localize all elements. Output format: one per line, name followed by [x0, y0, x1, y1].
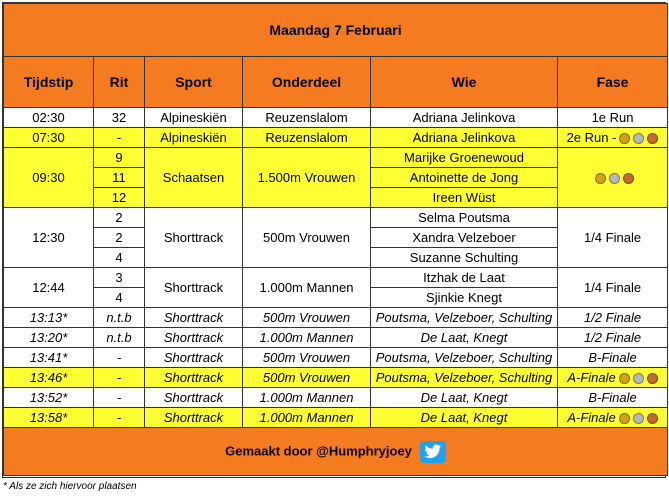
table-row — [4, 348, 668, 368]
table-row — [4, 128, 668, 148]
cell-sport: Shorttrack — [145, 328, 243, 348]
cell-fase: 1/2 Finale — [558, 308, 668, 328]
cell-sport: Shorttrack — [145, 268, 243, 308]
cell-onderdeel: 1.500m Vrouwen — [243, 148, 371, 208]
cell-fase: 1/2 Finale — [558, 328, 668, 348]
fase-label: A-Finale — [567, 370, 616, 385]
twitter-bird-icon[interactable] — [420, 441, 446, 463]
gold-medal-icon — [619, 133, 630, 144]
footer-credit: Gemaakt door @Humphryjoey — [225, 442, 412, 458]
table-row — [4, 308, 668, 328]
cell-tijd: 13:20* — [4, 328, 94, 348]
cell-sport: Shorttrack — [145, 308, 243, 328]
cell-fase: B-Finale — [558, 388, 668, 408]
cell-rit: 12 — [94, 188, 145, 208]
bronze-medal-icon — [647, 413, 658, 424]
silver-medal-icon — [609, 173, 620, 184]
cell-wie: Adriana Jelinkova — [371, 128, 558, 148]
cell-fase — [558, 128, 668, 148]
silver-medal-icon — [633, 133, 644, 144]
cell-onderdeel: 500m Vrouwen — [243, 348, 371, 368]
cell-wie: Itzhak de Laat — [371, 268, 558, 288]
cell-sport: Shorttrack — [145, 408, 243, 428]
cell-wie: Selma Poutsma — [371, 208, 558, 228]
cell-rit: 2 — [94, 228, 145, 248]
page-title: Maandag 7 Februari — [4, 4, 668, 57]
fase-label: A-Finale — [567, 410, 616, 425]
cell-tijd: 09:30 — [4, 148, 94, 208]
cell-tijd: 13:41* — [4, 348, 94, 368]
cell-wie: Suzanne Schulting — [371, 248, 558, 268]
cell-fase — [558, 368, 668, 388]
gold-medal-icon — [619, 373, 630, 384]
cell-rit: - — [94, 408, 145, 428]
cell-onderdeel: 500m Vrouwen — [243, 368, 371, 388]
cell-tijd: 02:30 — [4, 108, 94, 128]
cell-tijd: 07:30 — [4, 128, 94, 148]
table-row — [4, 388, 668, 408]
table-row — [4, 408, 668, 428]
cell-sport: Shorttrack — [145, 368, 243, 388]
header-row — [4, 57, 668, 108]
cell-sport: Schaatsen — [145, 148, 243, 208]
cell-fase: 1/4 Finale — [558, 208, 668, 268]
table-row — [4, 328, 668, 348]
cell-wie: De Laat, Knegt — [371, 388, 558, 408]
gold-medal-icon — [595, 173, 606, 184]
cell-sport: Alpineskiën — [145, 108, 243, 128]
cell-wie: Poutsma, Velzeboer, Schulting — [371, 308, 558, 328]
cell-rit: n.t.b — [94, 308, 145, 328]
table-row — [4, 268, 668, 288]
footnote: * Als ze zich hiervoor plaatsen — [3, 481, 137, 492]
cell-tijd: 13:13* — [4, 308, 94, 328]
cell-rit: 9 — [94, 148, 145, 168]
silver-medal-icon — [633, 373, 644, 384]
cell-sport: Shorttrack — [145, 388, 243, 408]
cell-onderdeel: 1.000m Mannen — [243, 408, 371, 428]
cell-rit: 3 — [94, 268, 145, 288]
cell-rit: - — [94, 368, 145, 388]
cell-wie: De Laat, Knegt — [371, 408, 558, 428]
cell-rit: 4 — [94, 248, 145, 268]
cell-rit: 4 — [94, 288, 145, 308]
cell-rit: - — [94, 388, 145, 408]
cell-sport: Shorttrack — [145, 348, 243, 368]
cell-wie: Ireen Wüst — [371, 188, 558, 208]
cell-rit: 11 — [94, 168, 145, 188]
cell-wie: Antoinette de Jong — [371, 168, 558, 188]
cell-fase: 1e Run — [558, 108, 668, 128]
cell-rit: - — [94, 128, 145, 148]
table-row — [4, 148, 668, 168]
footer-cell — [4, 428, 668, 476]
cell-fase — [558, 148, 668, 208]
silver-medal-icon — [633, 413, 644, 424]
title-row — [4, 4, 668, 57]
cell-rit: 2 — [94, 208, 145, 228]
cell-rit: 32 — [94, 108, 145, 128]
bronze-medal-icon — [647, 373, 658, 384]
cell-onderdeel: 500m Vrouwen — [243, 308, 371, 328]
footer-row — [4, 428, 668, 476]
cell-fase — [558, 408, 668, 428]
cell-tijd: 12:30 — [4, 208, 94, 268]
cell-sport: Alpineskiën — [145, 128, 243, 148]
cell-wie: Xandra Velzeboer — [371, 228, 558, 248]
cell-sport: Shorttrack — [145, 208, 243, 268]
fase-label: 2e Run - — [566, 130, 617, 145]
cell-wie: Poutsma, Velzeboer, Schulting — [371, 348, 558, 368]
cell-tijd: 13:58* — [4, 408, 94, 428]
bronze-medal-icon — [647, 133, 658, 144]
header-onderdeel: Onderdeel — [243, 57, 371, 108]
cell-wie: Sjinkie Knegt — [371, 288, 558, 308]
gold-medal-icon — [619, 413, 630, 424]
cell-wie: Marijke Groenewoud — [371, 148, 558, 168]
cell-tijd: 13:52* — [4, 388, 94, 408]
cell-wie: Poutsma, Velzeboer, Schulting — [371, 368, 558, 388]
cell-rit: n.t.b — [94, 328, 145, 348]
cell-onderdeel: Reuzenslalom — [243, 128, 371, 148]
cell-onderdeel: 500m Vrouwen — [243, 208, 371, 268]
cell-wie: Adriana Jelinkova — [371, 108, 558, 128]
cell-tijd: 13:46* — [4, 368, 94, 388]
schedule-frame — [2, 2, 666, 478]
cell-rit: - — [94, 348, 145, 368]
header-sport: Sport — [145, 57, 243, 108]
cell-fase: B-Finale — [558, 348, 668, 368]
table-row — [4, 108, 668, 128]
schedule-table — [3, 3, 668, 476]
cell-onderdeel: 1.000m Mannen — [243, 388, 371, 408]
header-rit: Rit — [94, 57, 145, 108]
cell-wie: De Laat, Knegt — [371, 328, 558, 348]
cell-onderdeel: Reuzenslalom — [243, 108, 371, 128]
table-row — [4, 208, 668, 228]
header-fase: Fase — [558, 57, 668, 108]
table-row — [4, 368, 668, 388]
header-tijdstip: Tijdstip — [4, 57, 94, 108]
header-wie: Wie — [371, 57, 558, 108]
cell-onderdeel: 1.000m Mannen — [243, 328, 371, 348]
cell-fase: 1/4 Finale — [558, 268, 668, 308]
bronze-medal-icon — [623, 173, 634, 184]
cell-tijd: 12:44 — [4, 268, 94, 308]
cell-onderdeel: 1.000m Mannen — [243, 268, 371, 308]
